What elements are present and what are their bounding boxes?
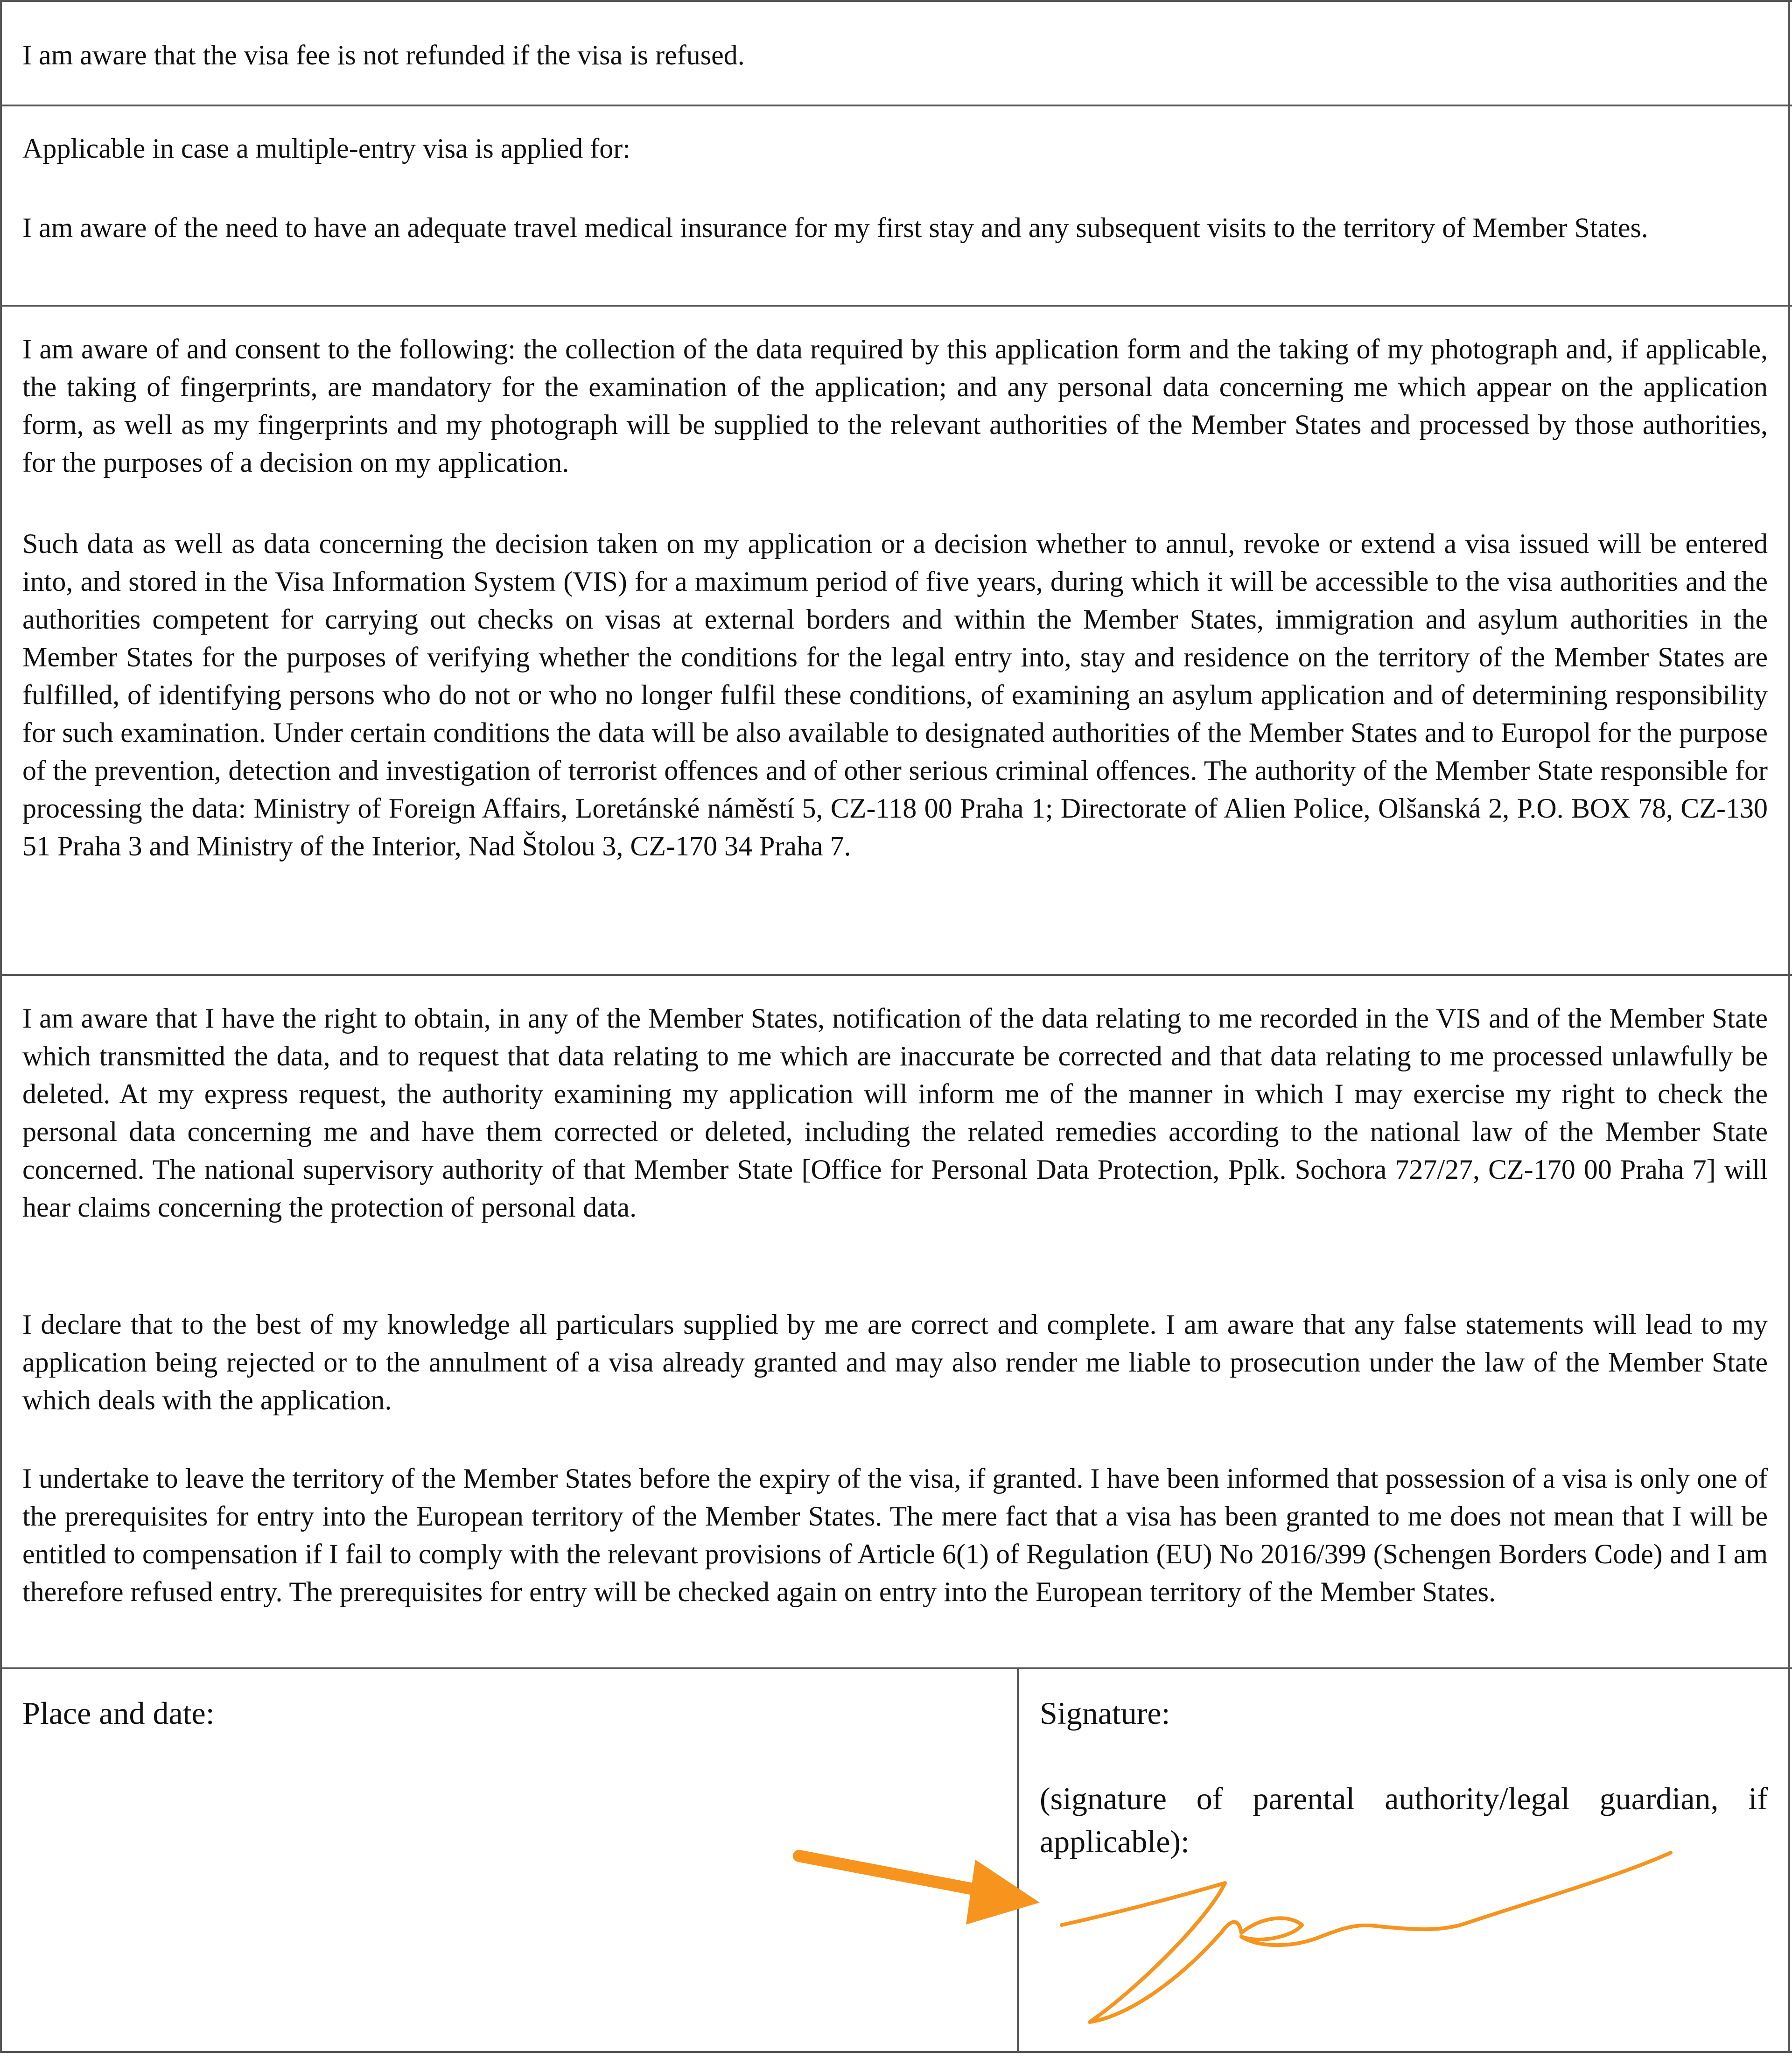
row-divider-2 [0, 305, 1792, 307]
top-border [0, 0, 1792, 2]
bottom-border [0, 2051, 1792, 2053]
place-and-date-field[interactable] [22, 1692, 1002, 2037]
handwritten-signature[interactable] [1062, 1853, 1671, 2022]
guardian-signature-label: (signature of parental authority/legal guardian, if applicable): [1040, 1781, 1768, 1859]
place-and-date-label: Place and date: [22, 1695, 215, 1731]
left-border [0, 0, 2, 2053]
refund-notice-text: I am aware that the visa fee is not refunded if the visa is refused. [22, 40, 745, 70]
right-border [1788, 0, 1790, 2053]
declaration-paragraph-2: I declare that to the best of my knowledge all particulars supplied by me are correct and complete. I am aware that any false statements will lead to my application being rejected or to the annulment of a visa already granted and may also render me liable to prosecution under the law of the Member State which deals with the application. [22, 1309, 1768, 1415]
signature-label: Signature: [1040, 1695, 1170, 1731]
undertaking-paragraph-3: I undertake to leave the territory of the Member States before the expiry of the visa, if granted. I have been informed that possession of a visa is only one of the prerequisites for entry into the European territory of the Member States. The mere fact that a visa has been granted to me does not mean that I will be entitled to compensation if I fail to comply with the relevant provisions of Article 6(1) of Regulation (EU) No 2016/399 (Schengen Borders Code) and I am therefore refused entry. The prerequisites for entry will be checked again on entry into the European territory of the Member States. [22, 1463, 1768, 1607]
rights-paragraph-1: I am aware that I have the right to obtain, in any of the Member States, notification of the data relating to me recorded in the VIS and of the Member State which transmitted the data, and to request that data relating to me which are inaccurate be corrected and that data relating to me processed unlawfully be deleted. At my express request, the authority examining my application will inform me of the manner in which I may exercise my right to check the personal data concerning me and have them corrected or deleted, including the related remedies according to the national law of the Member State concerned. The national supervisory authority of that Member State [Office for Personal Data Protection, Pplk. Sochora 727/27, CZ-170 00 Praha 7] will hear claims concerning the protection of personal data. [22, 1003, 1768, 1223]
row-divider-3 [0, 974, 1792, 976]
row-divider-1 [0, 105, 1792, 106]
multiple-entry-heading: Applicable in case a multiple-entry visa is applied for: [22, 133, 630, 164]
row-divider-4 [0, 1667, 1792, 1669]
multiple-entry-text: I am aware of the need to have an adequate travel medical insurance for my first stay and any subsequent visits to the territory of Member States. [22, 212, 1648, 243]
data-consent-paragraph-2: Such data as well as data concerning the decision taken on my application or a decision whether to annul, revoke or extend a visa issued will be entered into, and stored in the Visa Information System (VIS) for a maximum period of five years, during which it will be accessible to the visa authorities and the authorities competent for carrying out checks on visas at external borders and within the Member States, immigration and asylum authorities in the Member States for the purposes of verifying whether the conditions for the legal entry into, stay and residence on the territory of the Member States are fulfilled, of identifying persons who do not or who no longer fulfil these conditions, of examining an asylum application and of determining responsibility for such examination. Under certain conditions the data will be also available to designated authorities of the Member States and to Europol for the purpose of the prevention, detection and investigation of terrorist offences and of other serious criminal offences. The authority of the Member State responsible for processing the data: Ministry of Foreign Affairs, Loretánské náměstí 5, CZ-118 00 Praha 1; Directorate of Alien Police, Olšanská 2, P.O. BOX 78, CZ-130 51 Praha 3 and Ministry of the Interior, Nad Štolou 3, CZ-170 34 Praha 7. [22, 528, 1768, 861]
data-consent-paragraph-1: I am aware of and consent to the following: the collection of the data required by this application form and the taking of my photograph and, if applicable, the taking of fingerprints, are mandatory for the examination of the application; and any personal data concerning me which appear on the application form, as well as my fingerprints and my photograph will be supplied to the relevant authorities of the Member States and processed by those authorities, for the purposes of a decision on my application. [22, 334, 1768, 478]
signature-column-divider [1017, 1667, 1019, 2053]
